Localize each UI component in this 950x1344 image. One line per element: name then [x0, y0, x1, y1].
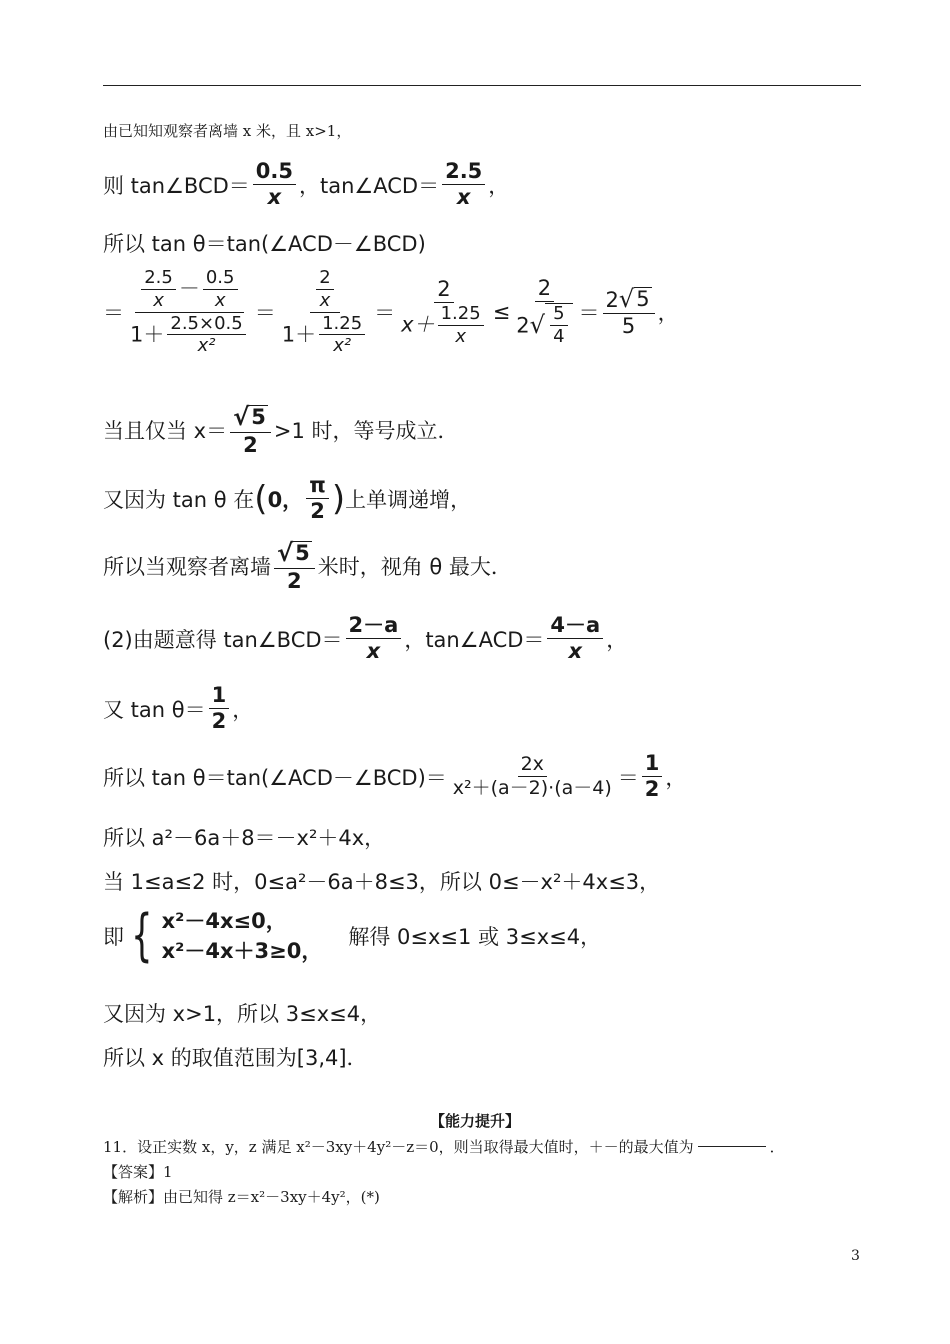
fb-n-num: 2	[316, 268, 333, 290]
l7-den: 2	[287, 568, 302, 593]
l6-den: 2	[310, 499, 325, 524]
l6-close: )	[331, 478, 346, 519]
l8-mid: ，tan∠ACD＝	[404, 627, 545, 652]
l7-num	[274, 540, 315, 569]
brace-symbol: {	[131, 903, 153, 969]
text-line-1-content: 由已知知观察者离墙 x 米，且 x>1，	[103, 122, 352, 140]
question-11-text: 11．设正实数 x，y，z 满足 x²－3xy＋4y²－z＝0，则当取得最大值时，＋－的最大值为	[103, 1138, 694, 1156]
eq-sign-2: ＝	[254, 301, 276, 326]
analysis-text: 【解析】由已知得 z＝x²－3xy＋4y²，(*)	[103, 1188, 380, 1206]
l8-f1-num: 2－a	[346, 614, 402, 639]
fa-d	[167, 314, 245, 357]
fb-den-prefix: 1＋	[281, 321, 317, 346]
fa-d-num: 2.5×0.5	[167, 314, 245, 336]
l7-prefix: 所以当观察者离墙	[103, 555, 271, 580]
analysis-line	[103, 1186, 380, 1207]
fraction-0.5-over-x	[253, 160, 296, 209]
fb-n	[316, 268, 333, 311]
eq-sign-4: ＝	[578, 301, 600, 326]
l6-prefix: 又因为 tan θ 在	[103, 487, 255, 512]
fraction-2x-over-quadratic	[450, 754, 615, 799]
l7-end: 米时，视角 θ 最大．	[317, 555, 512, 580]
system-row-2: x²－4x＋3≥0，	[161, 939, 323, 964]
fb-d-num: 1.25	[319, 314, 365, 336]
fa-n1-num: 2.5	[141, 268, 176, 290]
fraction-pi-over-2	[306, 474, 329, 523]
page-number: 3	[851, 1248, 860, 1264]
sqrt-symbol: √ 5	[233, 403, 266, 431]
l5-num	[230, 404, 271, 433]
l9-num: 1	[209, 684, 230, 709]
fraction-b-num	[310, 268, 339, 313]
fe-den: 5	[621, 314, 636, 339]
fd-num: 2	[535, 277, 554, 302]
fa-n2-num: 0.5	[203, 268, 238, 290]
fc-den-prefix: x＋	[401, 312, 435, 337]
l13-prefix: 即	[103, 925, 124, 950]
equation-system	[103, 903, 602, 969]
fraction-sqrt5-over-2	[274, 540, 315, 593]
text-line-11	[103, 822, 385, 852]
l8-end: ，	[606, 627, 628, 652]
fb-d	[319, 314, 365, 357]
fa-n1	[141, 268, 176, 311]
l10-eq: ＝	[617, 765, 639, 790]
text-line-6	[103, 474, 471, 523]
fraction-2-minus-a	[346, 614, 402, 663]
text-line-5	[103, 404, 458, 457]
fa-n1-den: x	[153, 289, 164, 311]
fa-den-prefix: 1＋	[130, 321, 165, 346]
text-line-10	[103, 752, 686, 801]
fa-d-den: x²	[197, 335, 216, 357]
l10-num: 2x	[518, 754, 547, 777]
l5-prefix: 当且仅当 x＝	[103, 419, 228, 444]
l6-end: 上单调递增，	[345, 487, 472, 512]
fraction-a-den	[127, 313, 252, 357]
l8-f2-den: x	[568, 639, 583, 664]
system-rows	[162, 906, 323, 967]
l9-den: 2	[211, 709, 227, 734]
text-line-8	[103, 614, 627, 663]
sqrt-symbol: √ $\frac{5}{4}$	[530, 303, 573, 347]
fa-minus: －	[178, 276, 200, 301]
fc-d-den: x	[455, 325, 466, 347]
fd-rad-num: 5	[550, 304, 567, 326]
sqrt-symbol: √ 5	[618, 284, 650, 313]
header-rule	[103, 85, 861, 86]
fraction-c-den	[398, 303, 490, 347]
text-line-2	[103, 160, 509, 209]
fraction-4-minus-a	[547, 614, 603, 663]
fraction-1-over-2	[209, 684, 230, 733]
fa-n2-den: x	[214, 289, 226, 311]
answer-line	[103, 1161, 173, 1182]
text-line-12-content: 当 1≤a≤2 时，0≤a²－6a＋8≤3，所以 0≤－x²＋4x≤3，	[103, 870, 661, 894]
fraction-sqrt5-over-2	[230, 404, 271, 457]
question-11-end: ．	[769, 1138, 785, 1156]
l2-f1-num: 0.5	[253, 160, 296, 185]
l4-end: ，	[657, 301, 679, 326]
l2-f1-den: x	[267, 185, 282, 210]
fd-rad	[550, 304, 567, 347]
l2-f2-den: x	[456, 185, 471, 210]
l5-num-rad: 5	[251, 405, 266, 430]
fe-num-rad: 5	[636, 287, 650, 311]
text-line-14-content: 又因为 x>1，所以 3≤x≤4，	[103, 1002, 382, 1026]
l7-num-rad: 5	[295, 541, 310, 566]
fc-d-num: 1.25	[438, 304, 484, 326]
text-line-1	[103, 120, 351, 141]
fraction-b	[279, 268, 371, 356]
l8-f1-den: x	[366, 639, 381, 664]
l6-zero: 0，	[267, 487, 304, 512]
answer-text: 【答案】1	[103, 1163, 173, 1181]
text-line-15-content: 所以 x 的取值范围为[3,4]．	[103, 1046, 368, 1070]
fraction-d	[513, 277, 575, 347]
l10-prefix: 所以 tan θ＝tan(∠ACD－∠BCD)＝	[103, 765, 447, 790]
text-line-3-content: 所以 tan θ＝tan(∠ACD－∠BCD)	[103, 232, 426, 256]
l6-num: π	[306, 474, 329, 499]
fc-num: 2	[434, 278, 453, 303]
text-line-11-content: 所以 a²－6a＋8＝－x²＋4x，	[103, 826, 386, 850]
text-line-14	[103, 998, 381, 1028]
l10-end: ，	[665, 765, 687, 790]
text-line-9	[103, 684, 253, 733]
equation-chain	[103, 268, 679, 356]
fc-d	[438, 304, 484, 347]
l13-end: 解得 0≤x≤1 或 3≤x≤4，	[348, 925, 602, 950]
text-line-7	[103, 540, 512, 593]
fraction-e	[603, 286, 655, 339]
l5-end: >1 时，等号成立．	[273, 419, 459, 444]
fraction-e-num	[603, 286, 655, 315]
text-line-15	[103, 1042, 368, 1072]
fd-rad-den: 4	[553, 326, 565, 348]
l6-open: (	[254, 478, 268, 519]
fraction-b-den	[279, 313, 371, 357]
fraction-2.5-over-x	[442, 160, 485, 209]
fd-den-prefix: 2	[516, 313, 530, 338]
system-row-1: x²－4x≤0，	[161, 909, 287, 933]
text-line-12	[103, 866, 660, 896]
eq-sign: ＝	[103, 301, 124, 326]
le-sign: ≤	[492, 300, 511, 325]
fb-d-den: x²	[333, 335, 352, 357]
text-line-3	[103, 228, 426, 258]
l9-prefix: 又 tan θ＝	[103, 697, 206, 722]
l8-f2-num: 4－a	[547, 614, 603, 639]
l2-prefix: 则 tan∠BCD＝	[103, 173, 250, 198]
section-title: 【能力提升】	[429, 1112, 520, 1130]
fa-n2	[203, 268, 238, 311]
answer-blank	[698, 1146, 766, 1147]
l9-end: ，	[232, 697, 254, 722]
fraction-a-num	[135, 268, 243, 313]
l10-f-num: 1	[642, 752, 663, 777]
l10-f-den: 2	[644, 777, 660, 802]
l5-den: 2	[243, 432, 258, 457]
fraction-a	[127, 268, 252, 356]
sqrt-symbol: √ 5	[277, 539, 310, 567]
question-11	[103, 1136, 785, 1157]
l2-f2-num: 2.5	[442, 160, 485, 185]
eq-sign-3: ＝	[374, 301, 396, 326]
l8-prefix: (2)由题意得 tan∠BCD＝	[103, 627, 343, 652]
l10-den: x²＋(a－2)·(a－4)	[452, 777, 612, 800]
l2-mid: ，tan∠ACD＝	[299, 173, 440, 198]
fraction-c	[398, 278, 490, 347]
l2-end: ，	[488, 173, 510, 198]
fb-n-den: x	[319, 289, 331, 311]
fraction-d-den	[513, 302, 575, 347]
fe-num-prefix: 2	[605, 287, 619, 312]
fraction-1-over-2	[642, 752, 663, 801]
